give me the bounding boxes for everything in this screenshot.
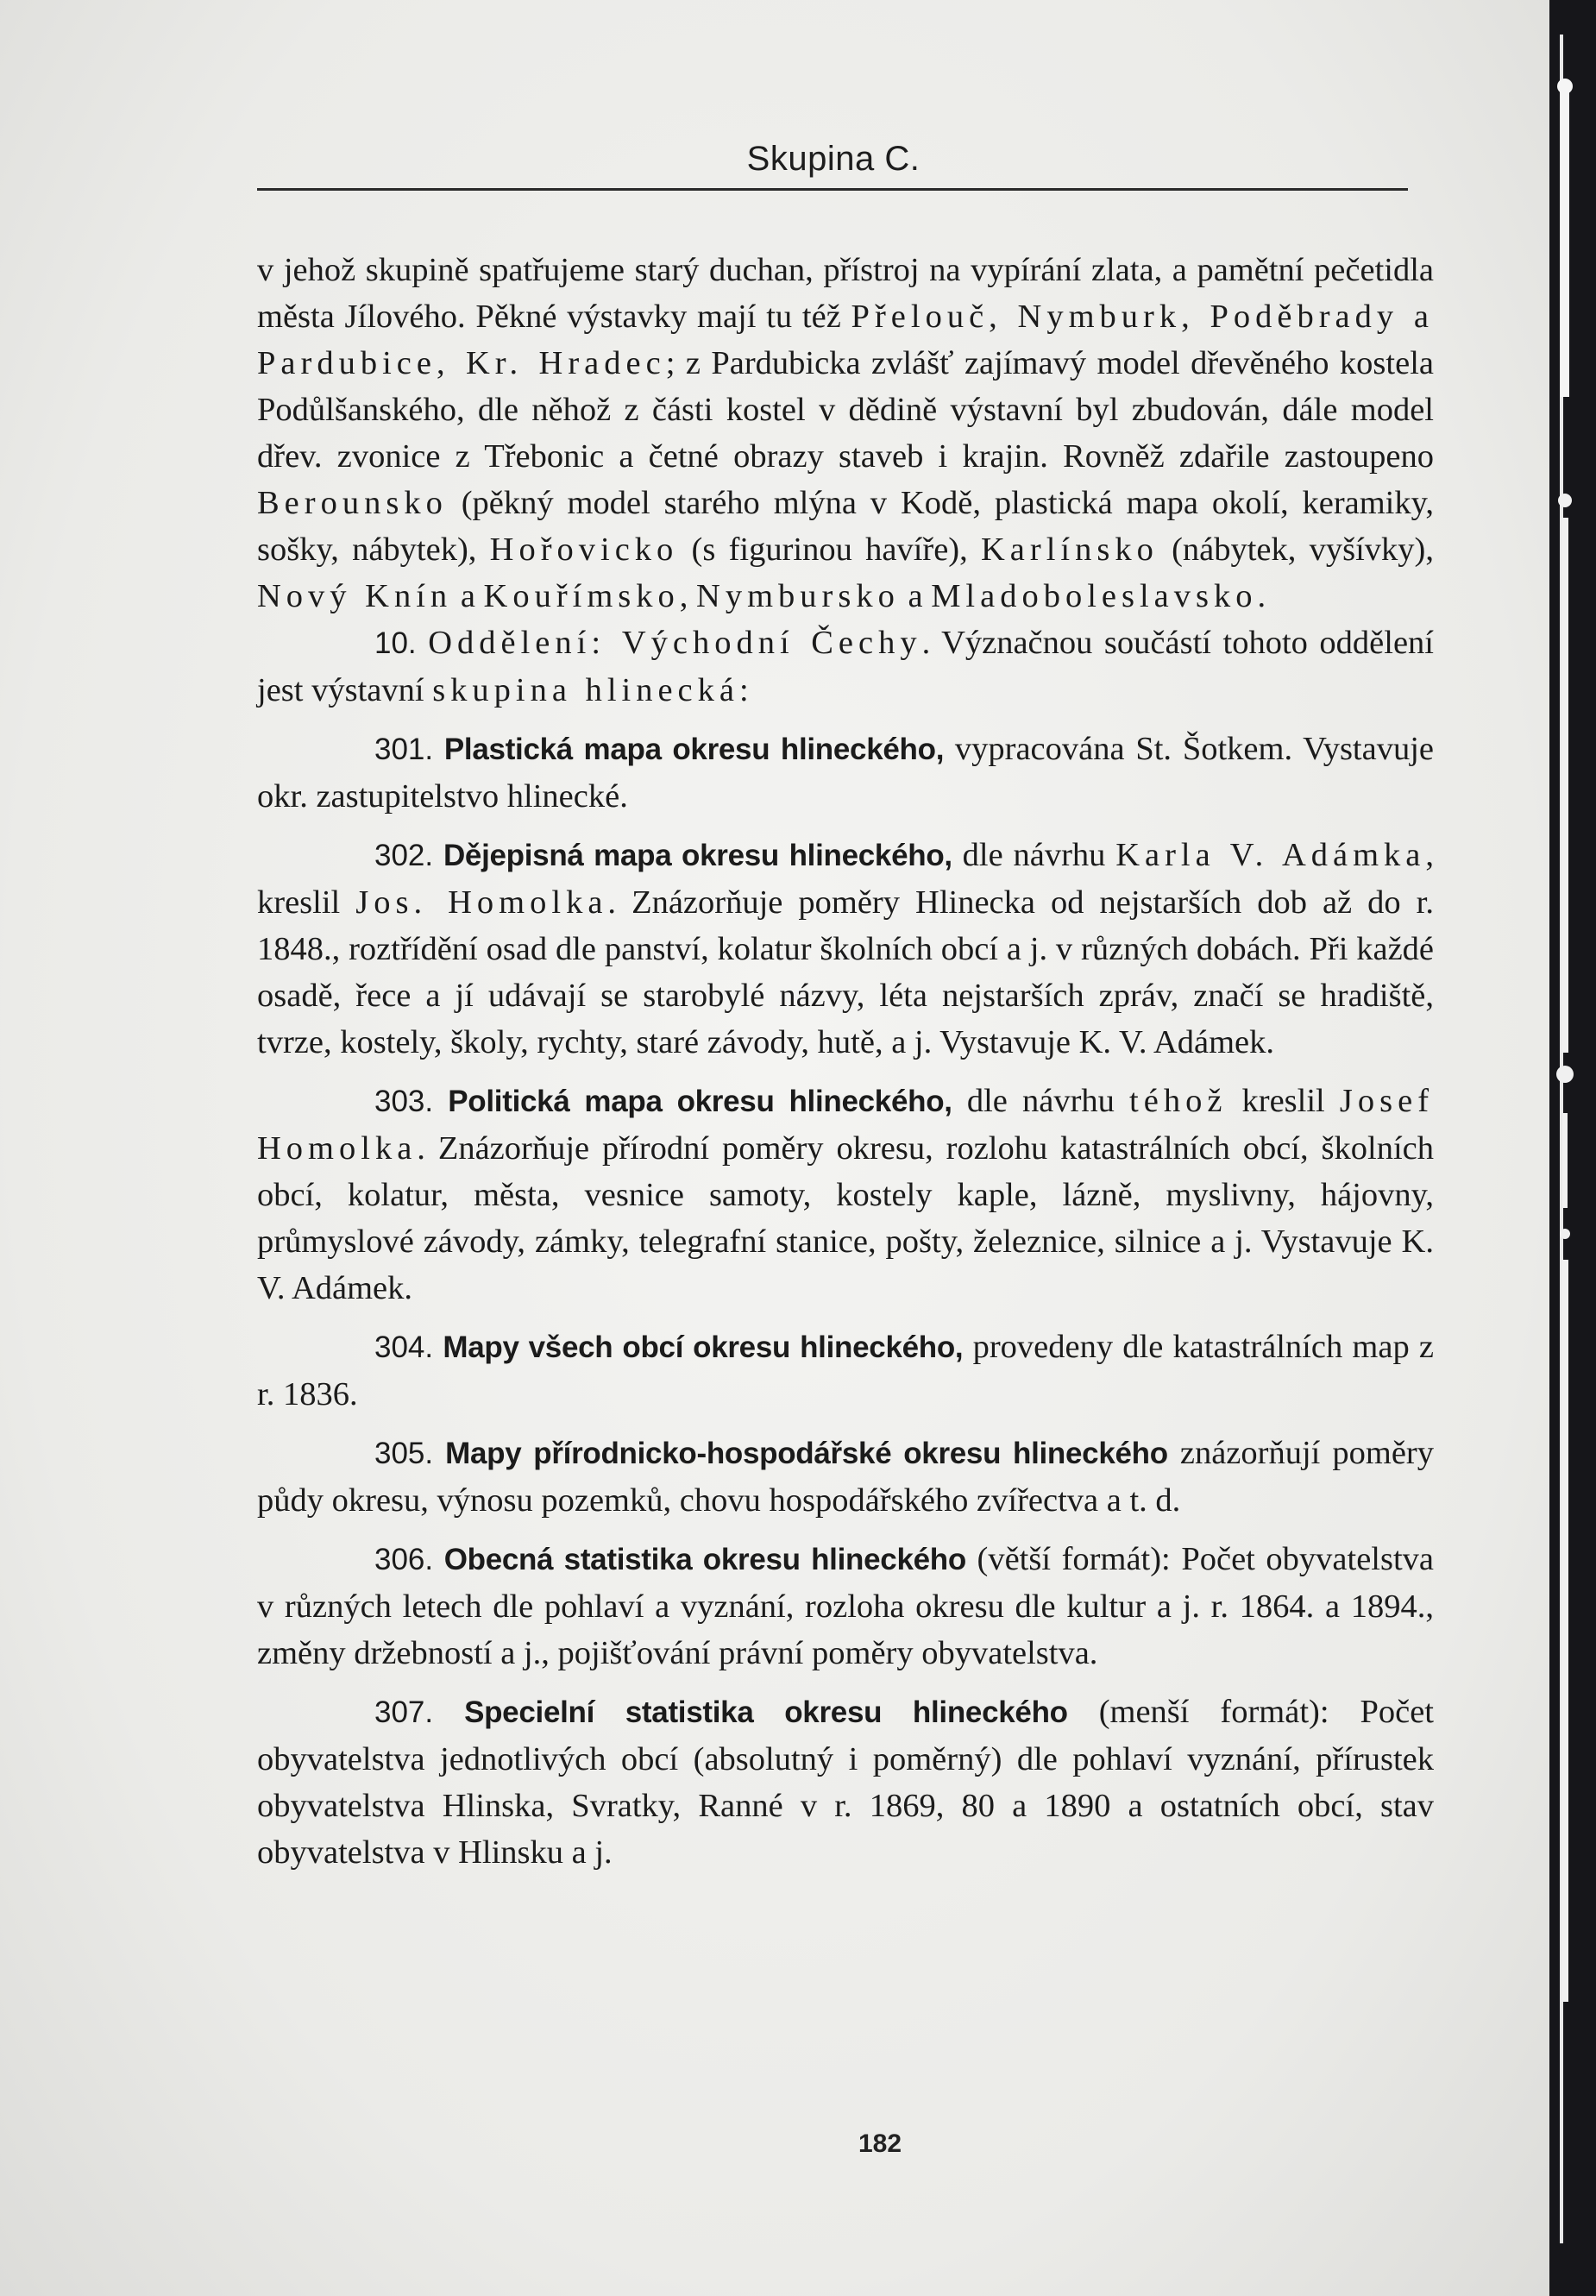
- section-paragraph: [257, 620, 1434, 714]
- group-name: skupina hlinecká: [432, 672, 739, 708]
- entry-text: dle návrhu: [952, 837, 1116, 873]
- entry-number: 304.: [374, 1330, 434, 1364]
- person-name: Karla V. Adámka: [1115, 837, 1426, 873]
- text-run: (nábytek, vyšívky),: [1158, 532, 1434, 568]
- entry-number: 303.: [374, 1085, 434, 1118]
- place-name: Přelouč, Nymburk, Poděbrady a Pardubice, Kr. Hradec: [257, 299, 1434, 381]
- entry-number: 307.: [374, 1695, 434, 1729]
- body-text: [257, 247, 1434, 1876]
- text-run: (pěkný model starého mlýna v Kodě, plastická mapa okolí, keramiky, sošky, nábytek),: [257, 485, 1434, 568]
- header-rule: [257, 188, 1408, 191]
- entry-spacer: [257, 1676, 1434, 1689]
- entry-text: provedeny dle katastrálních map z r. 1836.: [257, 1329, 1434, 1412]
- entry-title: Mapy všech obcí okresu hlineckého,: [443, 1330, 964, 1364]
- catalogue-entry: [257, 832, 1434, 1066]
- entry-text: znázorňují poměry půdy okresu, výnosu pozemků, chovu hospodářského zvířectva a t. d.: [257, 1435, 1434, 1519]
- intro-paragraph: [257, 247, 1434, 620]
- page-number: 182: [858, 2129, 902, 2158]
- text-run: . Význačnou součástí tohoto oddělení jest výstavní: [257, 625, 1435, 708]
- entry-text: vypracována St. Šotkem. Vystavuje okr. zastupitelstvo hlinecké.: [257, 731, 1434, 815]
- entry-number: 305.: [374, 1437, 434, 1470]
- entry-spacer: [257, 1066, 1434, 1078]
- place-name: Kouřímsko: [483, 578, 680, 614]
- entry-text: (menší formát): Počet obyvatelstva jednotlivých obcí (absolutný i poměrný) dle pohlaví vyznání, přírustek obyvatelstva Hlinska, Svratky, Ranné v r. 1869, 80 a 1890 a ostatních obcí, stav obyvatelstva v Hlinsku a j.: [257, 1694, 1435, 1871]
- entry-text: kreslil: [1227, 1083, 1340, 1119]
- entry-title: Plastická mapa okresu hlineckého,: [443, 733, 945, 766]
- person-name: téhož: [1129, 1083, 1228, 1119]
- catalogue-entry: [257, 726, 1434, 820]
- text-run: (s figurinou havíře),: [678, 532, 981, 568]
- entry-title: Specielní statistika okresu hlineckého: [464, 1695, 1068, 1729]
- text-run: v jehož skupině spatřujeme starý duchan, přístroj na vypírání zlata, a pamětní pečetidla města Jílového. Pěkné výstavky mají tu též: [257, 252, 1434, 335]
- catalogue-entry: [257, 1536, 1434, 1676]
- entry-title: Dějepisná mapa okresu hlineckého,: [443, 839, 952, 872]
- text-run: ; z Pardubicka zvlášť zajímavý model dřevěného kostela Podůlšanského, dle něhož z části kostel v dědině výstavní byl zbudován, dále model dřev. zvonice z Třebonic a četné obrazy staveb i krajin. Rovněž zdařile zastoupeno: [257, 345, 1434, 475]
- place-name: Nymbursko: [696, 578, 900, 614]
- section-heading: Oddělení: Východní Čechy: [428, 625, 922, 661]
- entry-spacer: [257, 1418, 1434, 1430]
- text-run: a: [899, 578, 932, 614]
- running-header: Skupina C.: [746, 140, 921, 178]
- entry-title: Obecná statistika okresu hlineckého: [443, 1543, 966, 1576]
- entry-spacer: [257, 1312, 1434, 1324]
- entry-text: (větší formát): Počet obyvatelstva v různých letech dle pohlaví a vyznání, rozloha okresu dle kultur a j. r. 1864. a 1894., změny držebností a j., pojišťování právní poměry obyvatelstva.: [257, 1541, 1435, 1671]
- place-name: Karlínsko: [980, 532, 1159, 568]
- entry-number: 306.: [374, 1543, 434, 1576]
- place-name: Hořovicko: [489, 532, 679, 568]
- entry-text: . Znázorňuje poměry Hlinecka od nejstarších dob až do r. 1848., roztřídění osad dle panství, kolatur školních obcí a j. v různých dobách. Při každé osadě, řece a jí udávají se starobylé názvy, léta nejstarších zpráv, značí se hradiště, tvrze, kostely, školy, rychty, staré závody, hutě, a j. Vystavuje K. V. Adámek.: [257, 884, 1435, 1060]
- entry-title: Mapy přírodnicko-hospodářské okresu hlineckého: [445, 1437, 1168, 1470]
- catalogue-entry: [257, 1078, 1434, 1312]
- margin-rule: [1549, 35, 1596, 2243]
- entry-text: . Znázorňuje přírodní poměry okresu, rozlohu katastrálních obcí, školních obcí, kolatur, města, vesnice samoty, kostely kaple, lázně, myslivny, hájovny, průmyslové závody, zámky, telegrafní stanice, pošty, železnice, silnice a j. Vystavuje K. V. Adámek.: [257, 1130, 1434, 1306]
- entry-text: dle návrhu: [952, 1083, 1130, 1119]
- entry-text: , kreslil: [257, 837, 1435, 921]
- section-number: 10.: [374, 626, 417, 660]
- text-run: a: [452, 578, 484, 614]
- catalogue-entries: [257, 714, 1434, 1876]
- entry-spacer: [257, 714, 1434, 726]
- place-name: Nový Knín: [257, 578, 453, 614]
- entry-title: Politická mapa okresu hlineckého,: [448, 1085, 952, 1118]
- text-run: ,: [679, 578, 697, 614]
- entry-spacer: [257, 820, 1434, 832]
- person-name: Josef Homolka: [257, 1083, 1435, 1167]
- place-name: Berounsko: [257, 485, 448, 521]
- place-name: Mladoboleslavsko: [931, 578, 1258, 614]
- person-name: Jos. Homolka: [355, 884, 608, 921]
- catalogue-entry: [257, 1430, 1434, 1524]
- entry-spacer: [257, 1524, 1434, 1536]
- text-run: .: [1257, 578, 1266, 614]
- catalogue-entry: [257, 1689, 1434, 1876]
- entry-number: 302.: [374, 839, 434, 872]
- entry-number: 301.: [374, 733, 434, 766]
- text-run: :: [739, 672, 749, 708]
- catalogue-entry: [257, 1324, 1434, 1418]
